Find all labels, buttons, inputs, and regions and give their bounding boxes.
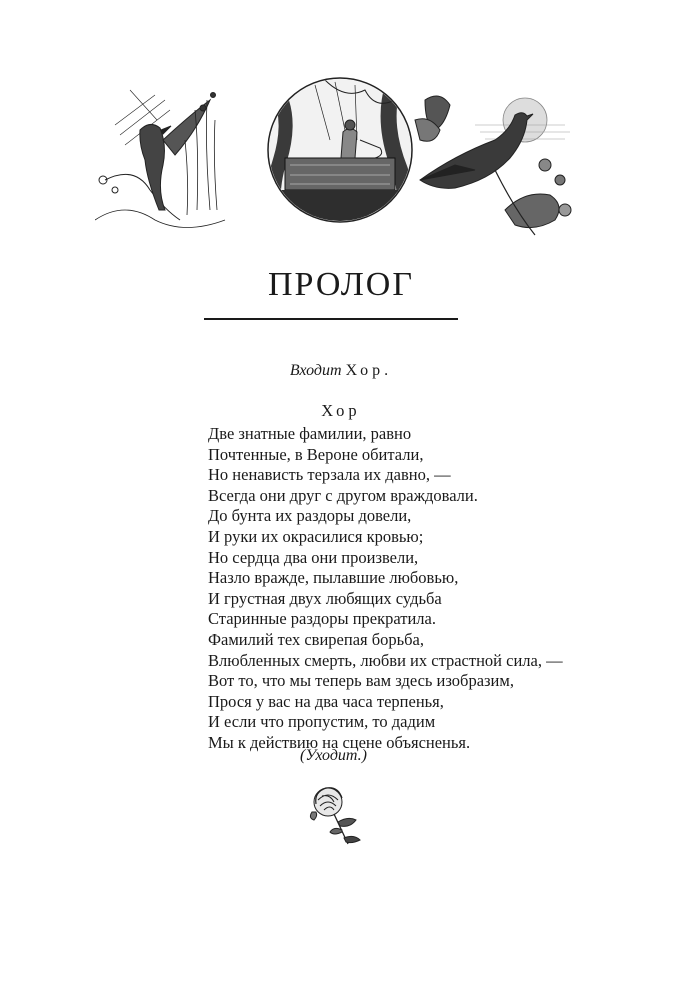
header-illustration bbox=[95, 70, 585, 240]
verse-line: Мы к действию на сцене объясненья. bbox=[208, 732, 471, 752]
stage-direction-verb: Входит bbox=[289, 362, 342, 379]
verse-line: Всегда они друг с другом враждовали. bbox=[208, 485, 478, 505]
stage-direction bbox=[0, 362, 682, 380]
verse-line: Вот то, что мы теперь вам здесь изобразим, bbox=[208, 671, 514, 691]
title-divider bbox=[204, 318, 458, 320]
verse-line: Старинные раздоры прекратила. bbox=[208, 609, 436, 629]
stage-direction-character: Хор. bbox=[345, 362, 393, 379]
verse-line: Прося у вас на два часа терпенья, bbox=[208, 691, 444, 711]
rose-icon bbox=[304, 782, 366, 848]
verse-line: И грустная двух любящих судьба bbox=[208, 588, 442, 608]
verse-line: Две знатные фамилии, равно bbox=[208, 424, 412, 443]
verse-line: Но ненависть терзала их давно, — bbox=[208, 465, 451, 485]
exit-direction: (Уходит.) bbox=[300, 747, 368, 764]
balcony-vignette-icon bbox=[265, 75, 415, 230]
verse-line: Фамилий тех свирепая борьба, bbox=[208, 629, 424, 649]
verse-line: Влюбленных смерть, любви их страстной сила, — bbox=[208, 650, 563, 670]
verse-line: До бунта их раздоры довели, bbox=[208, 506, 412, 526]
verse-line: Назло вражде, пылавшие любовью, bbox=[208, 568, 459, 588]
speaker-name: Хор bbox=[321, 401, 361, 420]
verse-line: Но сердца два они произвели, bbox=[208, 547, 419, 567]
page-title: ПРОЛОГ bbox=[267, 266, 414, 303]
verse-line: И руки их окрасилися кровью; bbox=[208, 526, 424, 546]
verse-line: Почтенные, в Вероне обитали, bbox=[208, 444, 424, 464]
bird-left-icon bbox=[95, 90, 225, 228]
bird-right-icon bbox=[415, 96, 571, 235]
verse-block bbox=[208, 424, 563, 754]
verse-line: И если что пропустим, то дадим bbox=[208, 712, 436, 732]
